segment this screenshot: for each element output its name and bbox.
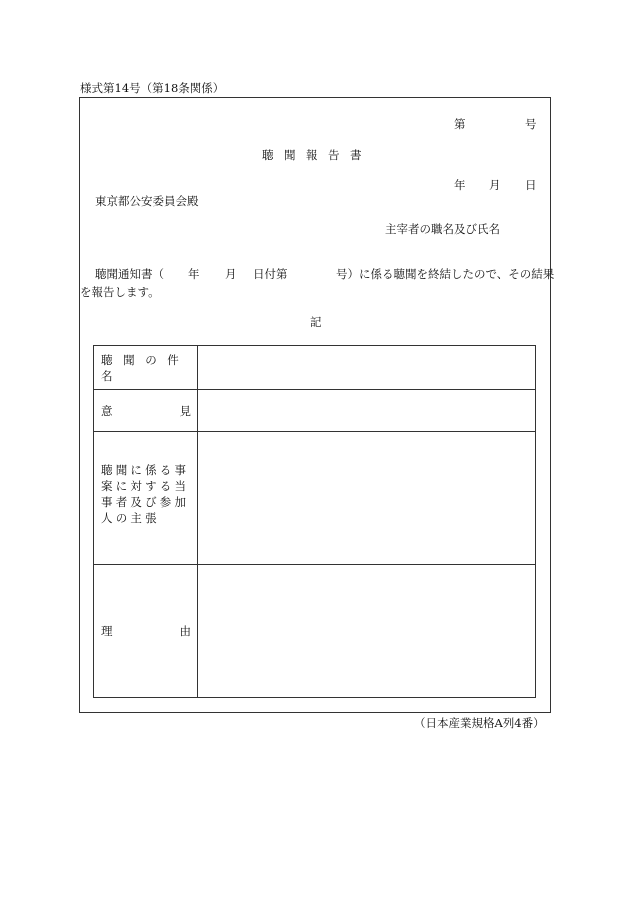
opinion-value-cell[interactable]: [198, 390, 536, 432]
table-row-reason: [94, 565, 536, 698]
opinion-label-b: 見: [179, 403, 191, 418]
reason-label: [101, 623, 191, 639]
opinion-label-a: 意: [101, 403, 113, 418]
subject-label: [101, 352, 191, 384]
date-month-label: 月: [489, 178, 501, 192]
reporter-label: 主宰者の職名及び氏名: [385, 222, 500, 236]
claims-label: 聴聞に係る事案に対する当事者及び参加人の主張: [101, 463, 190, 525]
body-text-year: 年: [188, 267, 200, 281]
subject-label-text: 聴聞の件名: [101, 352, 190, 383]
document-title: 聴聞報告書: [262, 148, 372, 162]
claims-label-cell: [94, 432, 198, 565]
body-text-day-number: 日付第: [253, 267, 288, 281]
date-day-label: 日: [525, 178, 537, 192]
reason-value-cell[interactable]: [198, 565, 536, 698]
subject-label-cell: [94, 346, 198, 390]
subject-value-cell[interactable]: [198, 346, 536, 390]
paper-size-note: （日本産業規格A列4番）: [414, 716, 545, 730]
body-text-part1: 聴聞通知書（: [95, 267, 164, 281]
body-text-line2: を報告します。: [80, 285, 160, 299]
number-prefix: 第: [454, 117, 466, 131]
body-text-part5: 号）に係る聴聞を終結したので、その結果: [336, 267, 555, 281]
number-suffix: 号: [525, 117, 537, 131]
date-year-label: 年: [454, 178, 466, 192]
table-row-opinion: [94, 390, 536, 432]
opinion-label: [101, 403, 191, 419]
form-number-label: 様式第14号（第18条関係）: [80, 81, 225, 95]
reason-label-a: 理: [101, 624, 113, 638]
reason-label-cell: [94, 565, 198, 698]
body-text-month: 月: [225, 267, 237, 281]
claims-value-cell[interactable]: [198, 432, 536, 565]
detail-table: [93, 345, 536, 698]
table-row-subject: [94, 346, 536, 390]
table-row-claims: [94, 432, 536, 565]
reason-label-b: 由: [179, 624, 191, 638]
opinion-label-cell: [94, 390, 198, 432]
addressee: 東京都公安委員会殿: [95, 194, 199, 208]
ki-heading: 記: [310, 315, 322, 329]
